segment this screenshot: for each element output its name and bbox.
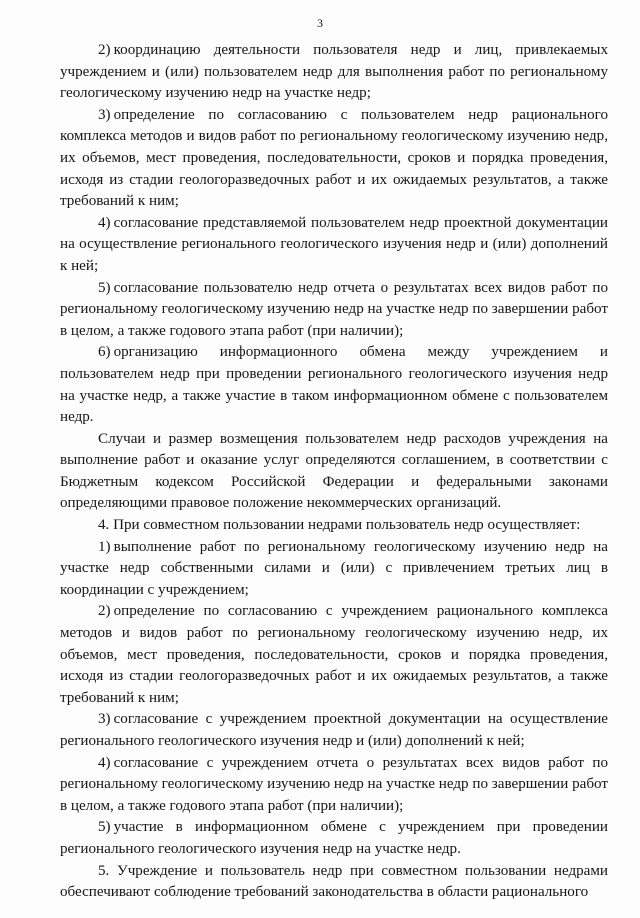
paragraph-text: 4. При совместном пользовании недрами пользователь недр осуществляет: (98, 517, 581, 534)
paragraph-text: организацию информационного обмена между учреждением и пользователем недр при проведении регионального геологического изучения недр на участке недр, а также участие в таком информационном обмене с пользователем недр. (60, 344, 608, 426)
paragraph-reimbursement (60, 429, 608, 515)
paragraph-item-6 (60, 342, 608, 428)
paragraph-sub-item-5 (60, 817, 608, 860)
item-number: 5) (98, 279, 111, 296)
item-number: 1) (98, 538, 111, 555)
paragraph-section-5 (60, 861, 608, 904)
page-number: 3 (317, 16, 323, 30)
paragraph-section-4 (60, 515, 608, 537)
paragraph-text: координацию деятельности пользователя недр и лиц, привлекаемых учреждением и (или) пользователем недр для выполнения работ по региональному геологическому изучению недр на участке недр; (60, 42, 608, 102)
paragraph-sub-item-3 (60, 709, 608, 752)
paragraph-item-5 (60, 278, 608, 343)
paragraph-text: 5. Учреждение и пользователь недр при совместном пользовании недрами обеспечивают соблюдение требований законодательства в области рационального (60, 862, 608, 901)
item-number: 3) (98, 106, 111, 123)
document-body (60, 40, 608, 904)
item-number: 3) (98, 711, 111, 728)
item-number: 4) (98, 754, 111, 771)
paragraph-text: Случаи и размер возмещения пользователем недр расходов учреждения на выполнение работ и оказание услуг определяются соглашением, в соответствии с Бюджетным кодексом Российской Федерации и федеральными законами определяющими правовое положение некоммерческих организаций. (60, 430, 608, 512)
paragraph-sub-item-4 (60, 753, 608, 818)
paragraph-sub-item-1 (60, 537, 608, 602)
paragraph-text: согласование с учреждением отчета о результатах всех видов работ по региональному геологическому изучению недр на участке недр по завершении работ в целом, а также годового этапа работ (при наличии); (60, 754, 608, 814)
paragraph-text: согласование представляемой пользователем недр проектной документации на осуществление регионального геологического изучения недр и (или) дополнений к ней; (60, 214, 608, 274)
paragraph-text: участие в информационном обмене с учреждением при проведении регионального геологического изучения недр на участке недр. (60, 819, 608, 857)
paragraph-text: определение по согласованию с учреждением рационального комплекса методов и видов работ по региональному геологическому изучению недр, их объемов, мест проведения, последовательности, сроков и порядка проведения, исходя из стадии геологоразведочных работ и их ожидаемых результатов, а также требований к ним; (60, 603, 608, 706)
paragraph-item-2 (60, 40, 608, 105)
paragraph-text: согласование пользователю недр отчета о результатах всех видов работ по региональному геологическому изучению недр на участке недр по завершении работ в целом, а также годового этапа работ (при наличии); (60, 279, 608, 339)
paragraph-item-3 (60, 105, 608, 213)
paragraph-text: определение по согласованию с пользователем недр рационального комплекса методов и видов работ по региональному геологическому изучению недр, их объемов, мест проведения, последовательности, сроков и порядка проведения, исходя из стадии геологоразведочных работ и их ожидаемых результатов, а также требований к ним; (60, 106, 608, 210)
item-number: 4) (98, 214, 111, 231)
paragraph-sub-item-2 (60, 601, 608, 709)
item-number: 6) (98, 344, 111, 361)
item-number: 5) (98, 819, 111, 836)
paragraph-item-4 (60, 213, 608, 278)
item-number: 2) (98, 42, 111, 58)
paragraph-text: согласование с учреждением проектной документации на осуществление регионального геологического изучения недр и (или) дополнений к ней; (60, 711, 608, 749)
paragraph-text: выполнение работ по региональному геологическому изучению недр на участке недр собственными силами и (или) с привлечением третьих лиц в координации с учреждением; (60, 538, 608, 598)
item-number: 2) (98, 603, 111, 620)
